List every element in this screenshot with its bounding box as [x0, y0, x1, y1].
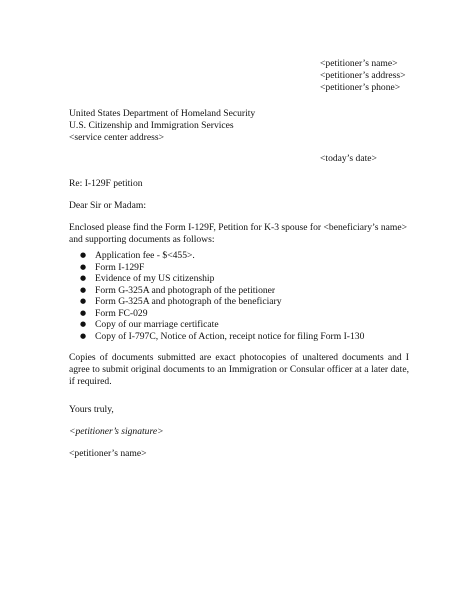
- letter-body: [69, 178, 409, 470]
- enclosure-list: [69, 250, 409, 342]
- signer-name: <petitioner’s name>: [69, 448, 147, 459]
- bullet-icon: ●: [80, 308, 87, 317]
- enclosure-text: Copy of our marriage certificate: [95, 319, 219, 330]
- bullet-icon: ●: [80, 285, 87, 294]
- enclosure-text: Form I-129F: [95, 261, 145, 273]
- sender-address: <petitioner’s address>: [320, 70, 406, 81]
- list-item: [69, 250, 409, 262]
- list-item: [69, 331, 409, 343]
- recipient-line-3: <service center address>: [69, 132, 164, 143]
- list-item: [69, 262, 409, 274]
- intro-paragraph: Enclosed please find the Form I-129F, Petition for K-3 spouse for <beneficiary’s name> and supporting documents as follows:: [69, 222, 408, 245]
- enclosure-text: Form G-325A and photograph of the beneficiary: [95, 296, 282, 307]
- recipient-line-2: U.S. Citizenship and Immigration Services: [69, 120, 234, 131]
- list-item: [69, 285, 409, 297]
- list-item: [69, 308, 409, 320]
- signature-line: <petitioner’s signature>: [69, 426, 164, 437]
- enclosure-text: Form FC-029: [95, 307, 148, 319]
- bullet-icon: ●: [80, 262, 87, 271]
- letter-date: <today’s date>: [320, 153, 377, 164]
- subject-line: Re: I-129F petition: [69, 178, 143, 189]
- sender-phone: <petitioner’s phone>: [320, 82, 401, 93]
- bullet-icon: ●: [80, 320, 87, 328]
- recipient-line-1: United States Department of Homeland Security: [69, 108, 256, 119]
- enclosure-text: Copy of I-797C, Notice of Action, receipt notice for filing Form I-130: [95, 330, 365, 342]
- bullet-icon: ●: [80, 274, 87, 282]
- statement-paragraph: Copies of documents submitted are exact photocopies of unaltered documents and I agree to submit original documents to an Immigration or Consular officer at a later date, if required.: [69, 352, 409, 387]
- enclosure-text: Application fee - $<455>.: [95, 250, 195, 261]
- list-item: [69, 319, 409, 331]
- list-item: [69, 273, 409, 285]
- sender-name: <petitioner’s name>: [320, 58, 398, 69]
- sender-block: [320, 58, 460, 94]
- bullet-icon: ●: [80, 297, 87, 305]
- salutation: Dear Sir or Madam:: [69, 200, 146, 211]
- closing-line: Yours truly,: [69, 404, 114, 415]
- list-item: [69, 296, 409, 308]
- recipient-block: [69, 108, 389, 144]
- enclosure-text: Evidence of my US citizenship: [95, 273, 215, 284]
- bullet-icon: ●: [80, 331, 87, 340]
- bullet-icon: ●: [80, 251, 87, 259]
- enclosure-text: Form G-325A and photograph of the petitioner: [95, 284, 276, 296]
